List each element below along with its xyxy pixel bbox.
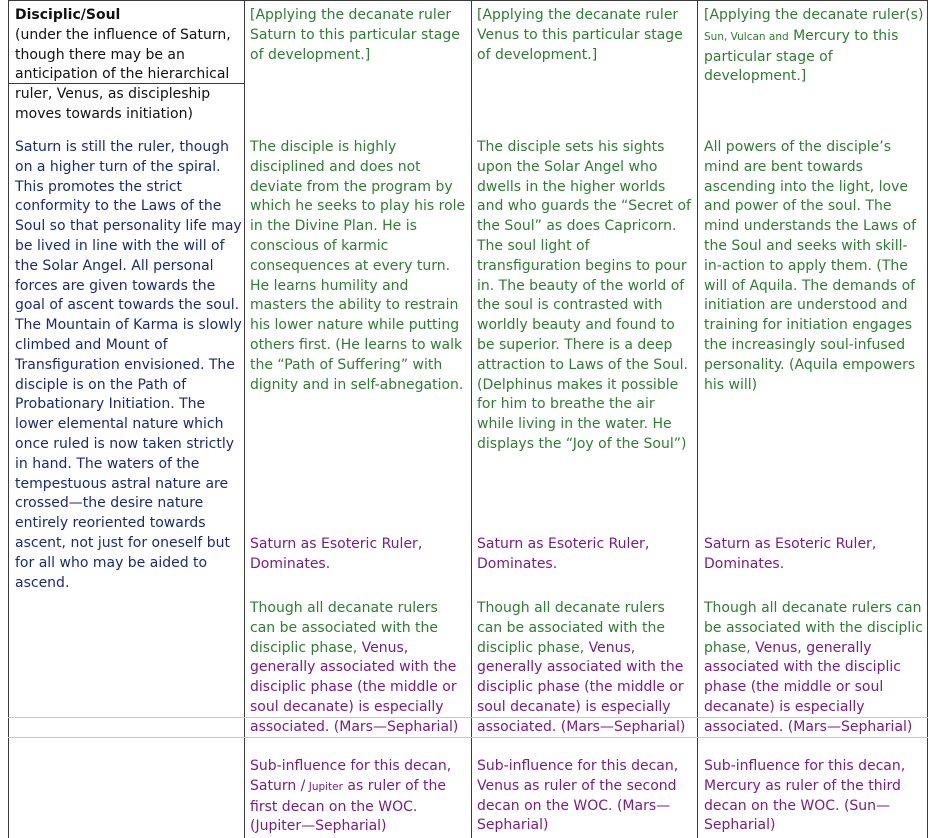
col3-sub: Sub-influence for this decan, Venus as ruler of the second decan on the WOC. (Mars—Sepharial) bbox=[477, 758, 679, 834]
col3-though-purple: Venus, generally associated with the disciplic phase (the middle or soul decanate) is especially associated. (Mars—Sepharial) bbox=[477, 639, 686, 735]
col2-though-purple: Venus, generally associated with the disciplic phase (the middle or soul decanate) is especially associated. (Mars—Sepharial) bbox=[250, 639, 459, 735]
col4-header-a: [Applying the decanate ruler(s) bbox=[704, 7, 924, 23]
table-border-top bbox=[8, 0, 928, 1]
col1-body-cell bbox=[15, 138, 243, 593]
col3-esoteric-cell bbox=[477, 535, 693, 575]
col3-body: The disciple sets his sights upon the Solar Angel who dwells in the higher worlds and who guards the “Secret of the Soul” as does Capricorn. The soul light of transfiguration begins to pour in. The beauty of the world of the soul is contrasted with worldly beauty and found to be superior. There is a deep attraction to Laws of the Soul. (Delphinus makes it possible for him to breathe the air while living in the water. He displays the “Joy of the Soul”) bbox=[477, 139, 691, 452]
col2-esoteric: Saturn as Esoteric Ruler, Dominates. bbox=[250, 536, 423, 572]
col2-esoteric-cell bbox=[250, 535, 466, 575]
col2-though-cell bbox=[250, 599, 466, 738]
col4-body: All powers of the disciple’s mind are bent towards ascending into the light, love and power of the soul. The mind understands the Laws of the Soul and seeks with skill-in-action to apply them. (The will of Aquila. The demands of initiation are understood and training for initiation engages the increasingly soul-infused personality. (Aquila empowers his will) bbox=[704, 139, 917, 393]
col2-body: The disciple is highly disciplined and does not deviate from the program by which he seeks to play his role in the Divine Plan. He is conscious of karmic consequences at every turn. He learns humility and masters the ability to restrain his lower nature while putting others first. (He learns to walk the “Path of Suffering” with dignity and in self-abnegation. bbox=[250, 139, 466, 393]
col1-heading: Disciplic/Soul bbox=[15, 7, 121, 23]
col2-header-cell bbox=[250, 6, 466, 65]
col3-esoteric: Saturn as Esoteric Ruler, Dominates. bbox=[477, 536, 650, 572]
col4-body-cell bbox=[704, 138, 924, 395]
column-divider-1 bbox=[244, 0, 245, 838]
col2-sub-b: as ruler of the first decan on the WOC. (Jupiter—Sepharial) bbox=[250, 777, 446, 835]
col4-header-b: Mercury to this particular stage of development.] bbox=[704, 27, 899, 85]
table-border-left bbox=[8, 0, 9, 838]
col3-sub-cell bbox=[477, 757, 693, 836]
col2-sub-small: Jupiter bbox=[305, 780, 343, 793]
col2-body-cell bbox=[250, 138, 466, 395]
col1-subheading: (under the influence of Saturn, though there may be an anticipation of the hierarchical ruler, Venus, as discipleship moves towards initiation) bbox=[15, 26, 231, 122]
col4-header-small: Sun, Vulcan and bbox=[704, 30, 789, 43]
column-divider-3 bbox=[697, 0, 698, 838]
col3-header-cell bbox=[477, 6, 693, 65]
col2-sub-a: Sub-influence for this decan, Saturn / bbox=[250, 758, 452, 794]
col3-though-cell bbox=[477, 599, 693, 738]
col4-esoteric: Saturn as Esoteric Ruler, Dominates. bbox=[704, 536, 877, 572]
col4-though-cell bbox=[704, 599, 924, 738]
col3-body-cell bbox=[477, 138, 693, 455]
col1-header-cell bbox=[15, 6, 243, 125]
col3-header: [Applying the decanate ruler Venus to this particular stage of development.] bbox=[477, 7, 683, 63]
col4-sub: Sub-influence for this decan, Mercury as ruler of the third decan on the WOC. (Sun—Sepharial) bbox=[704, 758, 906, 834]
col4-sub-cell bbox=[704, 757, 924, 836]
col4-header-cell bbox=[704, 6, 924, 87]
col2-though-green: Though all decanate rulers can be associated with the disciplic phase, bbox=[250, 600, 439, 656]
col4-esoteric-cell bbox=[704, 535, 924, 575]
col3-though-green: Though all decanate rulers can be associated with the disciplic phase, bbox=[477, 600, 666, 656]
col4-though-green: Though all decanate rulers can be associated with the disciplic phase, bbox=[704, 600, 923, 656]
col1-body: Saturn is still the ruler, though on a higher turn of the spiral. This promotes the strict conformity to the Laws of the Soul so that personality life may be lived in line with the will of the Solar Angel. All personal forces are given towards the goal of ascent towards the soul. The Mountain of Karma is slowly climbed and Mount of Transfiguration envisioned. The disciple is on the Path of Probationary Initiation. The lower elemental nature which once ruled is now taken strictly in hand. The waters of the tempestuous astral nature are crossed—the desire nature entirely reoriented towards ascent, not just for oneself but for all who may be aided to ascend. bbox=[15, 139, 242, 591]
col2-sub-cell bbox=[250, 757, 466, 837]
col2-header: [Applying the decanate ruler Saturn to this particular stage of development.] bbox=[250, 7, 460, 63]
table-border-right bbox=[927, 0, 928, 838]
column-divider-2 bbox=[471, 0, 472, 838]
col4-though-purple: Venus, generally associated with the disciplic phase (the middle or soul decanate) is especially associated. (Mars—Sepharial) bbox=[704, 639, 913, 735]
